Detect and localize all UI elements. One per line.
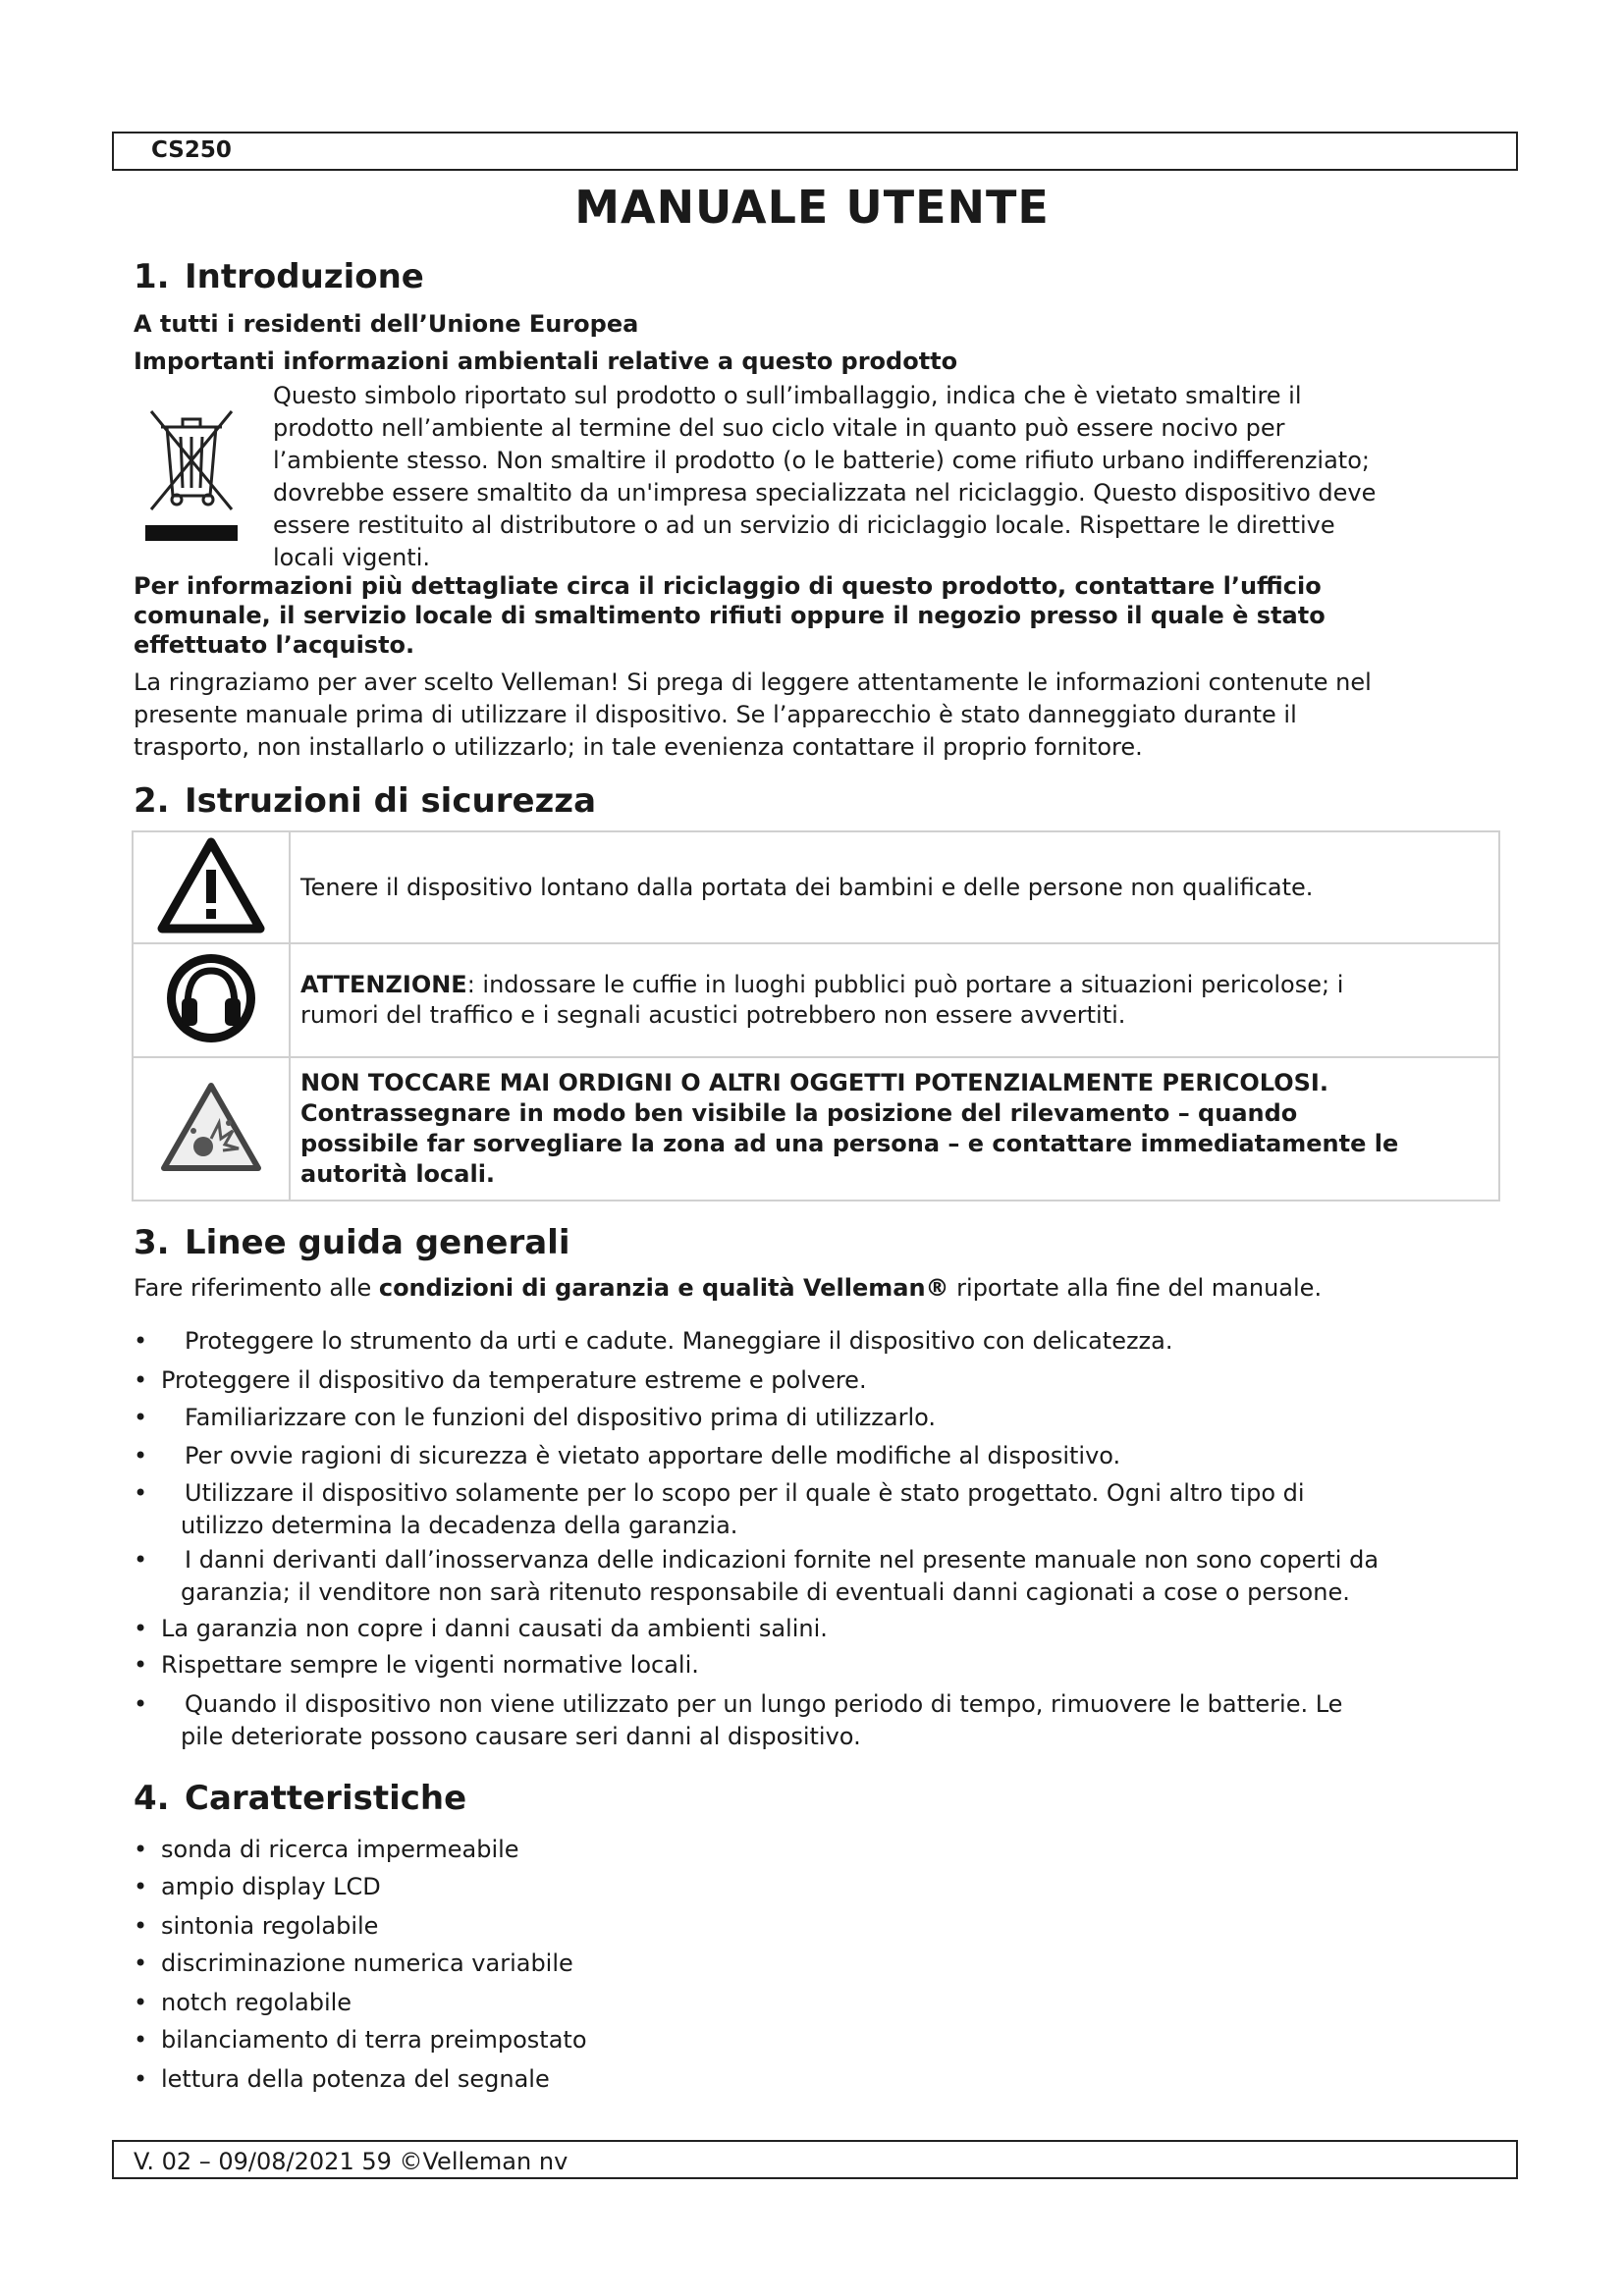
text-line: Contrassegnare in modo ben visibile la posizione del rilevamento – quando <box>300 1099 1298 1127</box>
eu-residents-subheading: A tutti i residenti dell’Unione Europea <box>134 310 639 338</box>
text-line: l’ambiente stesso. Non smaltire il prodotto (o le batterie) come rifiuto urbano indifferenziato; <box>273 447 1370 474</box>
feature-item <box>134 1948 573 1980</box>
text-line: comunale, il servizio locale di smaltimento rifiuti oppure il negozio presso il quale è stato <box>134 602 1326 629</box>
feature-text: notch regolabile <box>161 1989 352 2016</box>
safety-row <box>133 1057 1499 1201</box>
section-number: 3. <box>134 1223 170 1262</box>
section-number: 2. <box>134 781 170 821</box>
safety-row <box>133 831 1499 943</box>
text-line: Per ovvie ragioni di sicurezza è vietato apportare delle modifiche al dispositivo. <box>185 1442 1121 1469</box>
text-line: La garanzia non copre i danni causati da ambienti salini. <box>161 1615 828 1642</box>
section-4-heading <box>134 1779 466 1818</box>
bullet-icon: • <box>134 1615 148 1642</box>
section-title: Istruzioni di sicurezza <box>185 781 597 821</box>
bullet-icon: • <box>134 1949 148 1977</box>
text-line: locali vigenti. <box>273 544 431 571</box>
feature-item <box>134 1834 519 1866</box>
bullet-icon: • <box>134 1912 148 1940</box>
guideline-item <box>134 1544 1379 1609</box>
section-number: 4. <box>134 1779 170 1818</box>
page-title: MANUALE UTENTE <box>574 181 1050 234</box>
bullet-icon: • <box>134 1873 148 1900</box>
section-1-heading <box>134 257 424 296</box>
bullet-icon: • <box>134 1404 148 1431</box>
text-line: utilizzo determina la decadenza della garanzia. <box>181 1512 738 1539</box>
footer-text: V. 02 – 09/08/2021 59 ©Velleman nv <box>134 2148 568 2175</box>
bullet-icon: • <box>134 1442 148 1469</box>
bullet-icon: • <box>134 1366 148 1394</box>
feature-item <box>134 1987 352 2019</box>
bullet-icon: • <box>134 1989 148 2016</box>
safety-icon-cell <box>133 1057 290 1201</box>
warranty-post-text: riportate alla fine del manuale. <box>948 1274 1323 1302</box>
warranty-bold-text: condizioni di garanzia e qualità Velleman® <box>378 1274 949 1302</box>
text-line: trasporto, non installarlo o utilizzarlo; in tale evenienza contattare il proprio fornitore. <box>134 733 1143 761</box>
safety-text: Tenere il dispositivo lontano dalla portata dei bambini e delle persone non qualificate. <box>290 831 1499 943</box>
feature-item <box>134 2063 550 2096</box>
guideline-item <box>134 1477 1305 1542</box>
feature-text: discriminazione numerica variabile <box>161 1949 573 1977</box>
text-line: effettuato l’acquisto. <box>134 631 415 659</box>
text-line: presente manuale prima di utilizzare il dispositivo. Se l’apparecchio è stato danneggiato durante il <box>134 701 1297 728</box>
safety-table <box>132 830 1500 1201</box>
safety-row <box>133 943 1499 1057</box>
feature-item <box>134 1871 381 1903</box>
text-line: Utilizzare il dispositivo solamente per lo scopo per il quale è stato progettato. Ogni altro tipo di <box>185 1479 1305 1507</box>
guideline-item <box>134 1402 936 1434</box>
feature-text: sintonia regolabile <box>161 1912 379 1940</box>
warranty-pre-text: Fare riferimento alle <box>134 1274 379 1302</box>
text-line: I danni derivanti dall’inosservanza delle indicazioni fornite nel presente manuale non sono coperti da <box>185 1546 1380 1574</box>
text-line: essere restituito al distributore o ad un servizio di riciclaggio locale. Rispettare le direttive <box>273 511 1335 539</box>
text-line: pile deteriorate possono causare seri danni al dispositivo. <box>181 1723 861 1750</box>
text-line <box>300 970 1489 1000</box>
bullet-icon: • <box>134 2065 148 2093</box>
environment-subheading: Importanti informazioni ambientali relative a questo prodotto <box>134 347 958 375</box>
text-line: Proteggere il dispositivo da temperature estreme e polvere. <box>161 1366 867 1394</box>
feature-text: ampio display LCD <box>161 1873 381 1900</box>
weee-text <box>273 380 1376 574</box>
text-line: Rispettare sempre le vigenti normative locali. <box>161 1651 699 1679</box>
guideline-item <box>134 1325 1173 1358</box>
safety-icon-cell <box>133 831 290 943</box>
guideline-item <box>134 1440 1120 1472</box>
warranty-reference <box>134 1272 1322 1305</box>
attention-text: : indossare le cuffie in luoghi pubblici può portare a situazioni pericolose; i <box>466 971 1344 998</box>
feature-text: sonda di ricerca impermeabile <box>161 1836 519 1863</box>
text-line: NON TOCCARE MAI ORDIGNI O ALTRI OGGETTI POTENZIALMENTE PERICOLOSI. <box>300 1069 1328 1096</box>
bullet-icon: • <box>134 1479 148 1507</box>
section-number: 1. <box>134 257 170 296</box>
model-code: CS250 <box>151 137 232 163</box>
text-line: autorità locali. <box>300 1160 496 1188</box>
text-line: dovrebbe essere smaltito da un'impresa specializzata nel riciclaggio. Questo dispositivo deve <box>273 479 1377 507</box>
section-2-heading <box>134 781 596 821</box>
text-line: Per informazioni più dettagliate circa il riciclaggio di questo prodotto, contattare l’ufficio <box>134 572 1322 600</box>
text-line: Proteggere lo strumento da urti e cadute. Maneggiare il dispositivo con delicatezza. <box>185 1327 1173 1355</box>
guideline-item <box>134 1364 867 1397</box>
text-line: rumori del traffico e i segnali acustici potrebbero non essere avvertiti. <box>300 1001 1126 1029</box>
attention-label: ATTENZIONE <box>300 971 467 998</box>
explosive-warning-icon <box>160 1082 262 1172</box>
feature-item <box>134 2024 587 2056</box>
bullet-icon: • <box>134 1546 148 1574</box>
headphones-mandatory-icon <box>164 951 258 1045</box>
bullet-icon: • <box>134 1327 148 1355</box>
recycling-info-bold <box>134 571 1326 660</box>
text-line: Questo simbolo riportato sul prodotto o sull’imballaggio, indica che è vietato smaltire il <box>273 382 1302 409</box>
bullet-icon: • <box>134 1651 148 1679</box>
header-box <box>112 132 1518 171</box>
weee-bin-icon <box>137 398 245 545</box>
bullet-icon: • <box>134 2026 148 2054</box>
text-line: possibile far sorvegliare la zona ad una persona – e contattare immediatamente le <box>300 1130 1399 1157</box>
warning-triangle-icon <box>156 836 266 934</box>
bullet-icon: • <box>134 1690 148 1718</box>
text-line: prodotto nell’ambiente al termine del suo ciclo vitale in quanto può essere nocivo per <box>273 414 1285 442</box>
footer-box <box>112 2140 1518 2179</box>
section-3-heading <box>134 1223 569 1262</box>
section-title: Caratteristiche <box>185 1779 467 1818</box>
text-line: garanzia; il venditore non sarà ritenuto responsabile di eventuali danni cagionati a cose o persone. <box>181 1578 1350 1606</box>
bullet-icon: • <box>134 1836 148 1863</box>
text-line: Quando il dispositivo non viene utilizzato per un lungo periodo di tempo, rimuovere le batterie. Le <box>185 1690 1343 1718</box>
feature-text: lettura della potenza del segnale <box>161 2065 550 2093</box>
safety-text <box>290 1057 1499 1201</box>
safety-text <box>290 943 1499 1057</box>
guideline-item <box>134 1649 699 1682</box>
section-title: Introduzione <box>185 257 424 296</box>
text-line: Familiarizzare con le funzioni del dispositivo prima di utilizzarlo. <box>185 1404 937 1431</box>
section-title: Linee guida generali <box>185 1223 570 1262</box>
safety-icon-cell <box>133 943 290 1057</box>
feature-item <box>134 1910 378 1943</box>
feature-text: bilanciamento di terra preimpostato <box>161 2026 587 2054</box>
guideline-item <box>134 1688 1342 1753</box>
guideline-item <box>134 1613 828 1645</box>
thanks-paragraph <box>134 667 1372 764</box>
text-line: La ringraziamo per aver scelto Velleman! Si prega di leggere attentamente le informazioni contenute nel <box>134 668 1372 696</box>
